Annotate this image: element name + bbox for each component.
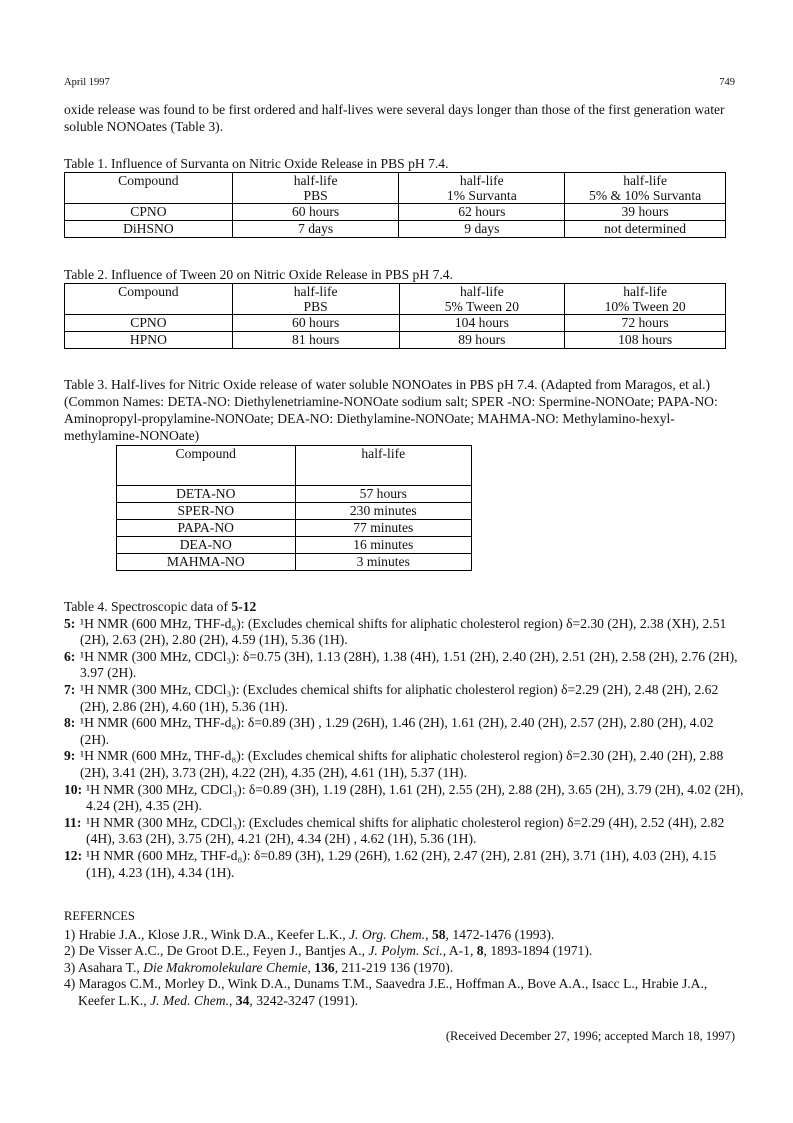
references-section — [64, 908, 744, 1010]
table1-cell: 9 days — [399, 221, 565, 238]
spectrum-entry — [64, 715, 744, 748]
compound-number: 5: — [64, 615, 76, 631]
table2-cell: 89 hours — [399, 332, 565, 349]
table3-header-row — [117, 446, 472, 486]
spectrum-entry — [64, 748, 744, 781]
table-row — [65, 221, 726, 238]
table2-header-cell: half-life 5% Tween 20 — [399, 284, 565, 315]
table1-cell: 60 hours — [232, 204, 399, 221]
table-row — [65, 332, 726, 349]
table2-cell: 60 hours — [232, 315, 399, 332]
table1-cell: 62 hours — [399, 204, 565, 221]
table3-caption: Table 3. Half-lives for Nitric Oxide release of water soluble NONOates in PBS pH 7.4. (Adapted from Maragos, et al.) (Common Names: DETA-NO: Diethylenetriamine-NONOate sodium salt; SPER -NO: Spermine-NONOate; PAPA-NO: Aminopropyl-propylamine-NONOate; DEA-NO: Diethylamine-NONOate; MAHMA-NO: Methylamino-hexyl-methylamine-NONOate) — [64, 377, 718, 443]
running-header-date: April 1997 — [64, 77, 110, 88]
table2-cell: 81 hours — [232, 332, 399, 349]
references-heading: REFERNCES — [64, 909, 135, 923]
spectrum-entry — [64, 682, 744, 715]
table3-cell: 77 minutes — [295, 520, 471, 537]
table-row — [117, 537, 472, 554]
table2-header-cell: half-life 10% Tween 20 — [565, 284, 726, 315]
table3-header-cell: Compound — [117, 446, 296, 486]
table-row — [65, 315, 726, 332]
table1 — [64, 172, 726, 238]
table2-cell: 108 hours — [565, 332, 726, 349]
table2-cell: HPNO — [65, 332, 233, 349]
compound-number: 7: — [64, 681, 76, 697]
table-row — [117, 520, 472, 537]
page-number: 749 — [719, 77, 735, 88]
table2-cell: 104 hours — [399, 315, 565, 332]
spectrum-entry — [64, 782, 744, 815]
reference-item: 3) Asahara T., Die Makromolekulare Chemie, 136, 211-219 136 (1970). — [64, 959, 454, 975]
table2-cell: 72 hours — [565, 315, 726, 332]
table2 — [64, 283, 726, 349]
reference-item: 4) Maragos C.M., Morley D., Wink D.A., Dunams T.M., Saavedra J.E., Hoffman A., Bove A.A., Isacc L., Hrabie J.A., Keefer L.K., J. Med. Chem., 34, 3242-3247 (1991). — [64, 976, 708, 1008]
received-accepted-note: (Received December 27, 1996; accepted March 18, 1997) — [445, 1029, 735, 1043]
table1-caption: Table 1. Influence of Survanta on Nitric Oxide Release in PBS pH 7.4. — [64, 156, 449, 171]
table1-cell: DiHSNO — [65, 221, 233, 238]
spectrum-text: ¹H NMR (300 MHz, CDCl₃): (Excludes chemical shifts for aliphatic cholesterol region) δ=2.29 (4H), 2.52 (4H), 2.82 (4H), 3.63 (2H), 3.75 (2H), 4.21 (2H), 4.34 (2H) , 4.62 (1H), 5.36 (1H). — [86, 814, 725, 847]
spectrum-entry — [64, 616, 744, 649]
table3-cell: 230 minutes — [295, 503, 471, 520]
table4-caption — [64, 599, 744, 616]
spectrum-text: ¹H NMR (300 MHz, CDCl₃): (Excludes chemical shifts for aliphatic cholesterol region) δ=2.29 (2H), 2.48 (2H), 2.62 (2H), 2.86 (2H), 4.60 (1H), 5.36 (1H). — [80, 681, 719, 714]
spectrum-text: ¹H NMR (600 MHz, THF-d₈): (Excludes chemical shifts for aliphatic cholesterol region) δ=2.30 (2H), 2.40 (2H), 2.88 (2H), 3.41 (2H), 3.73 (2H), 4.22 (2H), 4.35 (2H), 4.61 (1H), 5.37 (1H). — [80, 748, 724, 780]
table4-caption-compounds: 5-12 — [231, 599, 257, 614]
reference-item: 1) Hrabie J.A., Klose J.R., Wink D.A., Keefer L.K., J. Org. Chem., 58, 1472-1476 (1993). — [64, 926, 555, 942]
compound-number: 10: — [64, 781, 83, 797]
table1-header-cell: half-life PBS — [232, 173, 399, 204]
spectrum-text: ¹H NMR (300 MHz, CDCl₃): δ=0.75 (3H), 1.13 (28H), 1.38 (4H), 1.51 (2H), 2.40 (2H), 2.51 (2H), 2.58 (2H), 2.76 (2H), 3.97 (2H). — [80, 648, 738, 681]
table1-cell: 39 hours — [565, 204, 726, 221]
table1-cell: not determined — [565, 221, 726, 238]
intro-paragraph: oxide release was found to be first ordered and half-lives were several days longer than those of the first generation water soluble NONOates (Table 3). — [64, 102, 725, 134]
table3-cell: 57 hours — [295, 486, 471, 503]
table2-caption: Table 2. Influence of Tween 20 on Nitric Oxide Release in PBS pH 7.4. — [64, 267, 453, 282]
table1-header-row — [65, 173, 726, 204]
compound-number: 9: — [64, 748, 76, 764]
spectrum-entry — [64, 815, 744, 848]
compound-number: 11: — [64, 814, 82, 830]
table3-cell: PAPA-NO — [117, 520, 296, 537]
table-row — [65, 204, 726, 221]
spectrum-text: ¹H NMR (600 MHz, THF-d₈): δ=0.89 (3H) , 1.29 (26H), 1.46 (2H), 1.61 (2H), 2.40 (2H), 2.57 (2H), 2.80 (2H), 4.02 (2H). — [80, 715, 714, 747]
table-row — [117, 554, 472, 571]
table2-cell: CPNO — [65, 315, 233, 332]
table1-cell: 7 days — [232, 221, 399, 238]
table3-cell: 16 minutes — [295, 537, 471, 554]
spectrum-text: ¹H NMR (300 MHz, CDCl₃): δ=0.89 (3H), 1.19 (28H), 1.61 (2H), 2.55 (2H), 2.88 (2H), 3.65 (2H), 3.79 (2H), 4.02 (2H), 4.24 (2H), 4.35 (2H). — [86, 781, 744, 814]
table3-cell: 3 minutes — [295, 554, 471, 571]
table1-header-cell: Compound — [65, 173, 233, 204]
table2-header-row — [65, 284, 726, 315]
table3-cell: DETA-NO — [117, 486, 296, 503]
table-row — [117, 486, 472, 503]
table4-caption-text: Table 4. Spectroscopic data of — [64, 599, 232, 614]
spectrum-entry — [64, 649, 744, 682]
table1-header-cell: half-life 5% & 10% Survanta — [565, 173, 726, 204]
compound-number: 8: — [64, 715, 76, 731]
table3-cell: SPER-NO — [117, 503, 296, 520]
spectrum-text: ¹H NMR (600 MHz, THF-d₈): δ=0.89 (3H), 1.29 (26H), 1.62 (2H), 2.47 (2H), 2.81 (2H), 3.71 (1H), 4.03 (2H), 4.15 (1H), 4.23 (1H), 4.34 (1H). — [86, 847, 717, 880]
compound-number: 12: — [64, 847, 83, 863]
table3-header-cell: half-life — [295, 446, 471, 486]
table2-header-cell: half-life PBS — [232, 284, 399, 315]
spectrum-text: ¹H NMR (600 MHz, THF-d₈): (Excludes chemical shifts for aliphatic cholesterol region) δ=2.30 (2H), 2.38 (XH), 2.51 (2H), 2.63 (2H), 2.80 (2H), 4.59 (1H), 5.36 (1H). — [80, 615, 727, 648]
table-row — [117, 503, 472, 520]
table3-cell: DEA-NO — [117, 537, 296, 554]
spectroscopic-data-section — [64, 599, 744, 881]
table3-cell: MAHMA-NO — [117, 554, 296, 571]
table1-header-cell: half-life 1% Survanta — [399, 173, 565, 204]
table3 — [116, 445, 472, 571]
table2-header-cell: Compound — [65, 284, 233, 315]
table1-cell: CPNO — [65, 204, 233, 221]
spectrum-entry — [64, 848, 744, 881]
reference-item: 2) De Visser A.C., De Groot D.E., Feyen J., Bantjes A., J. Polym. Sci., A-1, 8, 1893-1894 (1971). — [64, 943, 593, 959]
compound-number: 6: — [64, 648, 76, 664]
